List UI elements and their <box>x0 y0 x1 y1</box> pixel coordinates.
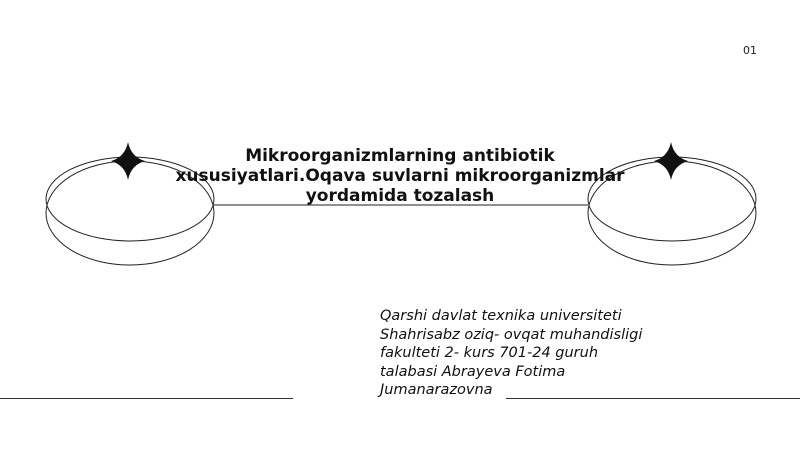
page-number: 01 <box>743 44 757 57</box>
author-line: Jumanarazovna <box>380 382 493 398</box>
author-line: Shahrisabz oziq- ovqat muhandisligi <box>380 326 643 343</box>
divider-left <box>0 398 293 399</box>
slide-title: Mikroorganizmlarning antibiotik xususiyatlari.Oqava suvlarni mikroorganizmlar yordamida tozalash <box>175 146 625 206</box>
author-line: fakulteti 2- kurs 701-24 guruh <box>380 345 599 361</box>
left-star-icon <box>111 142 145 180</box>
divider-right <box>506 398 800 399</box>
author-line: talabasi Abrayeva Fotima <box>380 363 566 380</box>
right-star-icon <box>654 142 688 180</box>
author-line: Qarshi davlat texnika universiteti <box>380 308 622 324</box>
author-block <box>380 307 680 400</box>
